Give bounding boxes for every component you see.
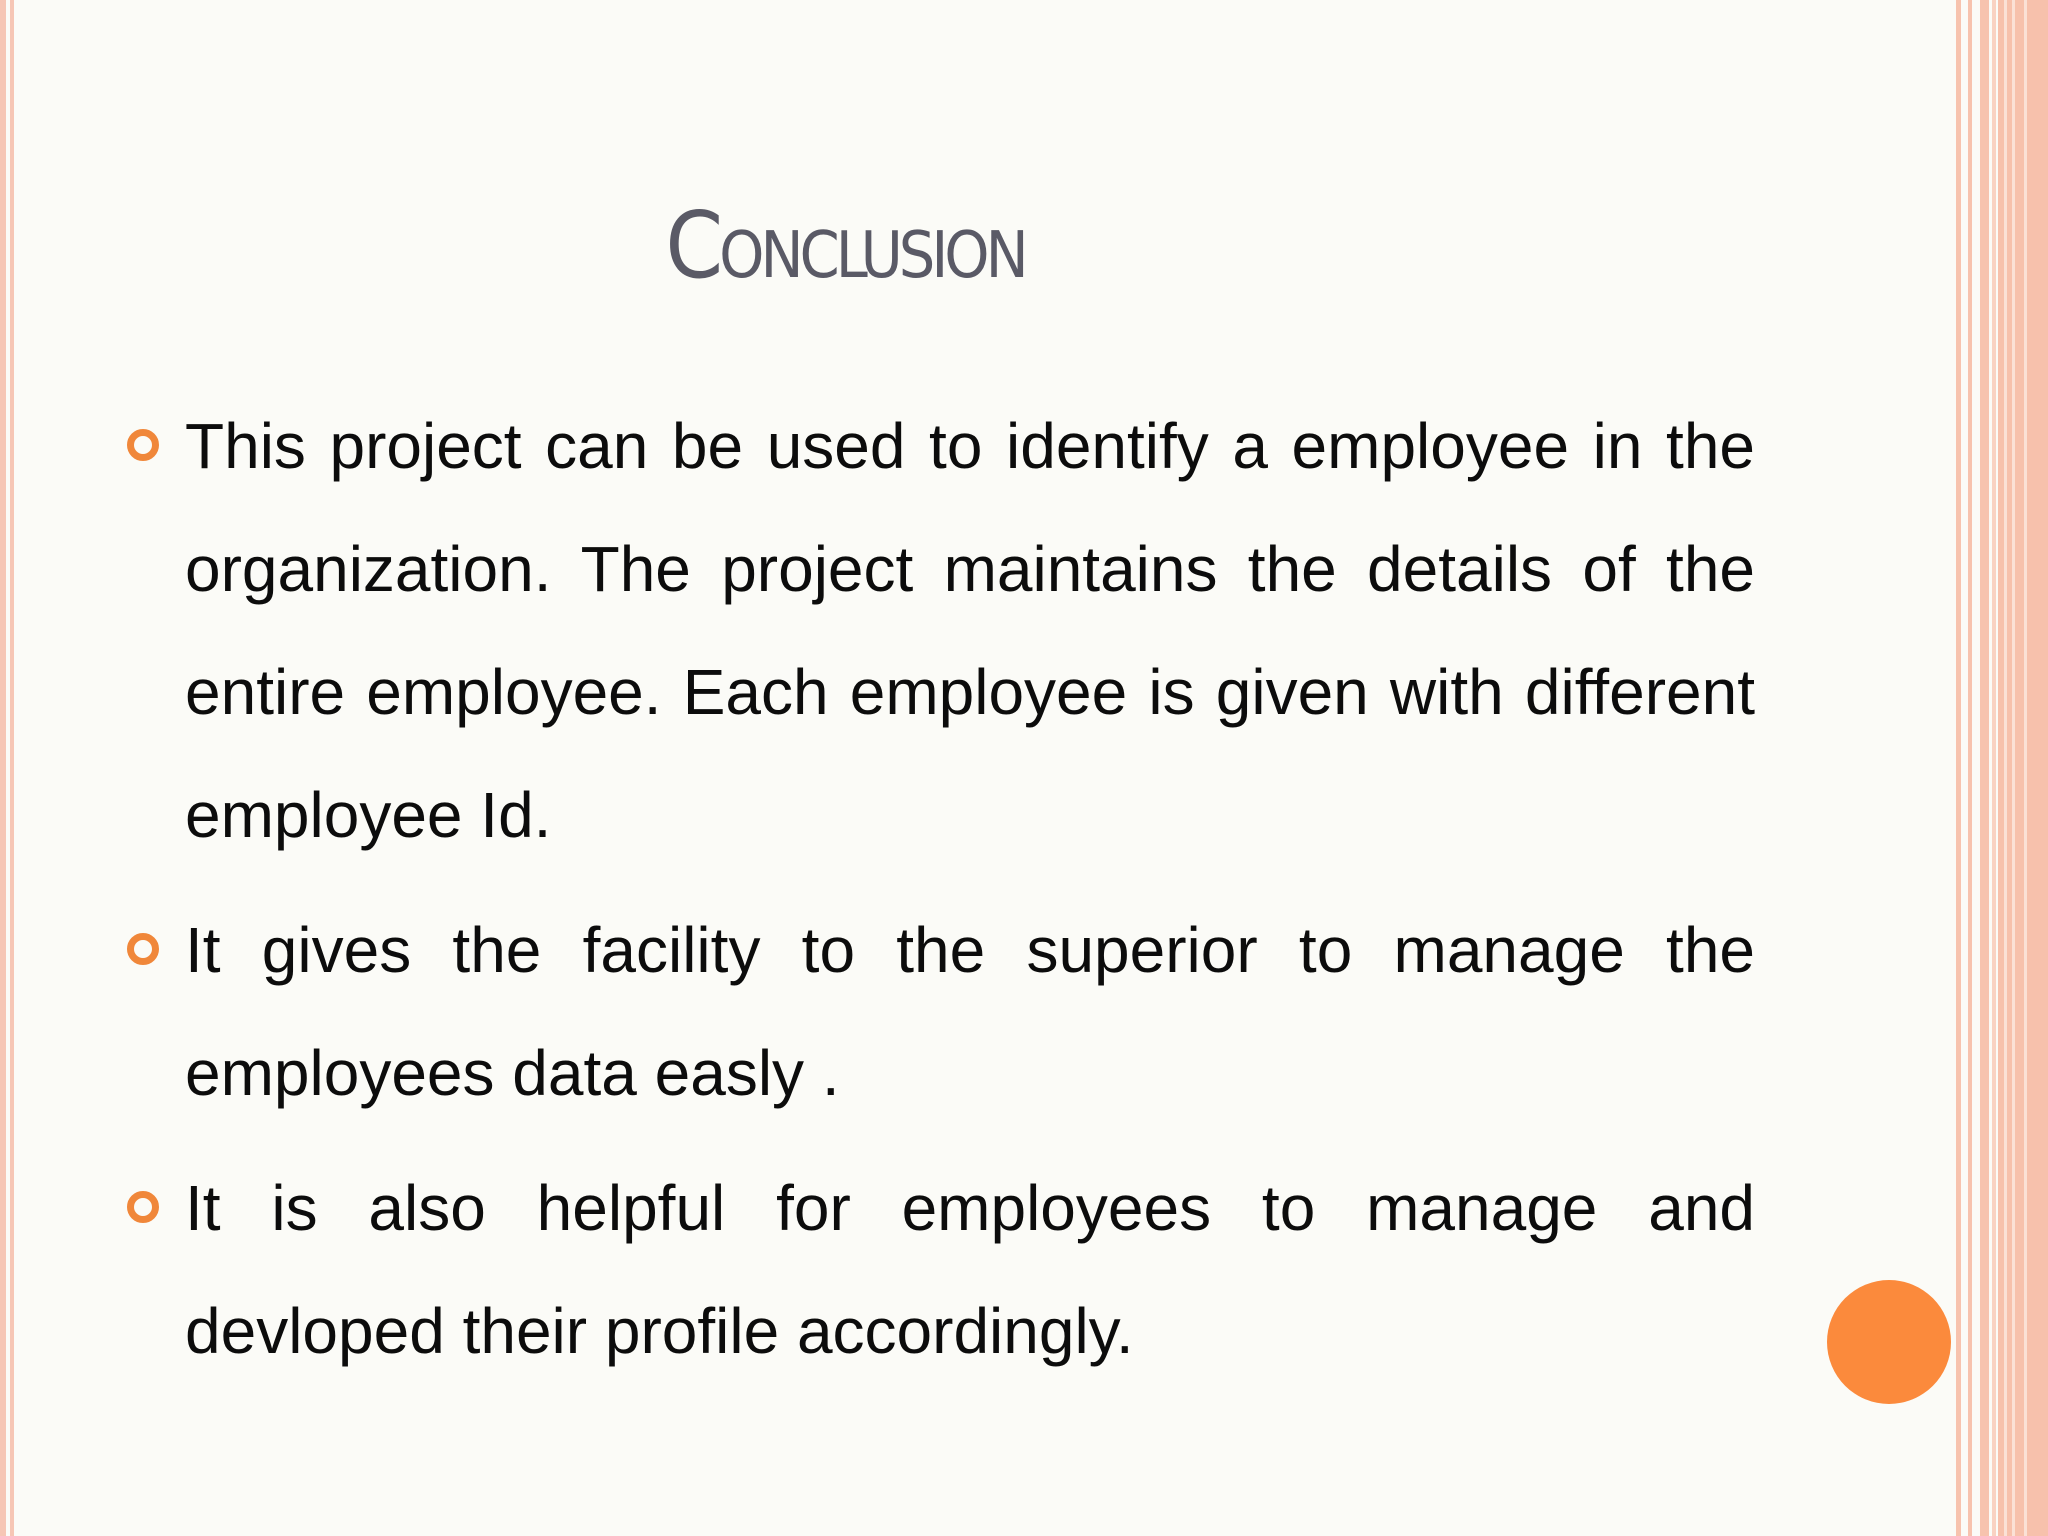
right-border-stripe <box>1968 0 1972 1536</box>
bullet-item <box>125 1147 1755 1393</box>
right-border-stripe <box>1956 0 1961 1536</box>
decorative-circle <box>1827 1280 1951 1404</box>
ring-bullet-icon <box>127 933 159 965</box>
right-border-stripe <box>2024 0 2027 1536</box>
right-border-stripe <box>1992 0 1996 1536</box>
bullet-text: It is also helpful for employees to manage and devloped their profile accordingly. <box>185 1172 1755 1367</box>
bullet-text: It gives the facility to the superior to manage the employees data easly . <box>185 914 1755 1109</box>
right-border-stripe <box>1980 0 1989 1536</box>
ring-bullet-icon <box>127 1191 159 1223</box>
slide-title: Conclusion <box>665 192 1025 299</box>
bullet-item <box>125 889 1755 1135</box>
right-border-stripe <box>2012 0 2015 1536</box>
right-border-stripe <box>2004 0 2007 1536</box>
ring-bullet-icon <box>127 429 159 461</box>
bullet-text: This project can be used to identify a employee in the organization. The project maintains the details of the entire employee. Each employee is given with different employee Id. <box>185 410 1755 851</box>
bullet-item <box>125 385 1755 877</box>
bullet-list <box>125 385 1755 1405</box>
